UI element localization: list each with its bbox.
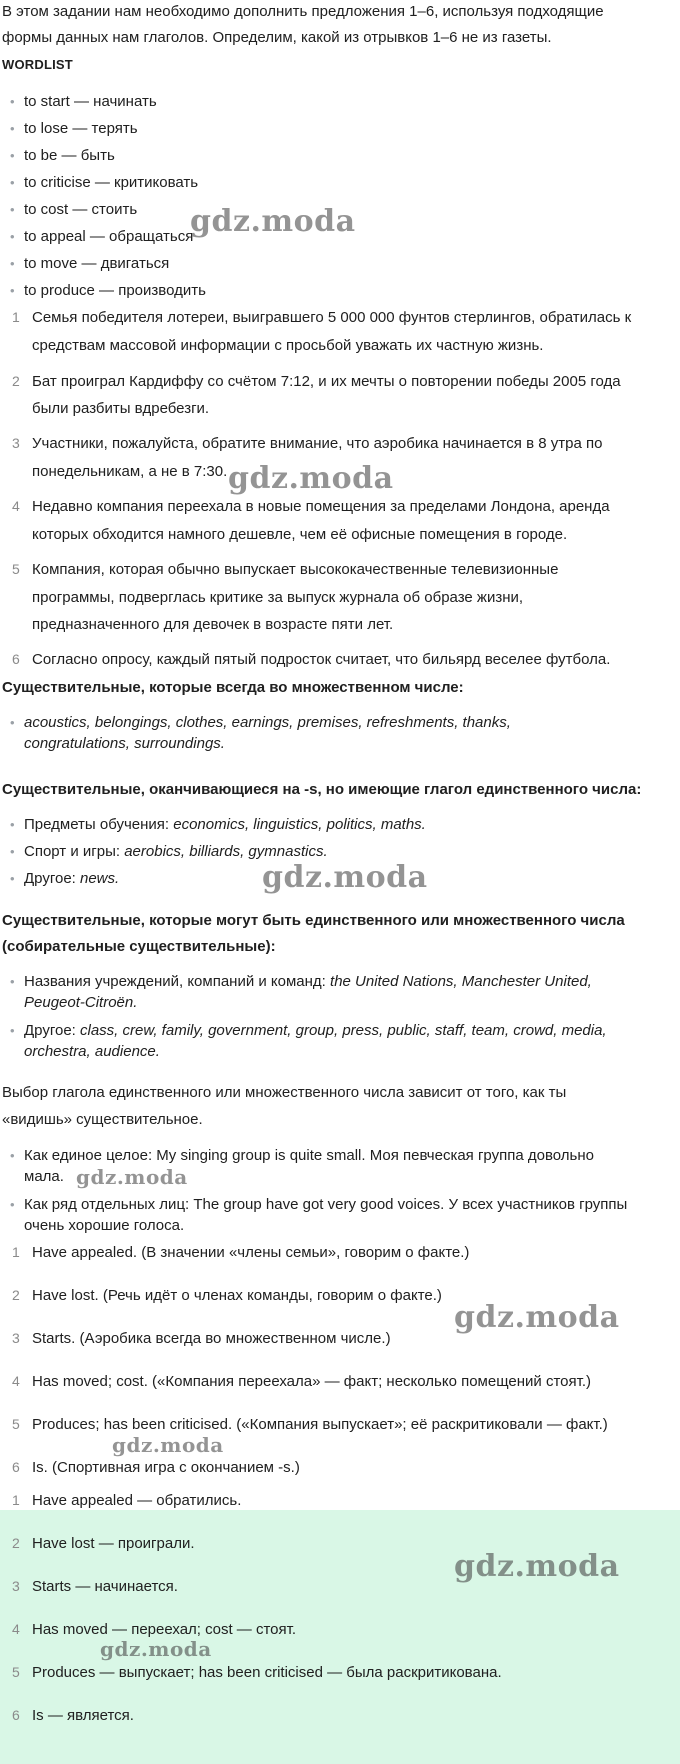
translation-text: Produces — выпускает; has been criticised — была раскритикована. [32,1664,502,1681]
answer-number: 4 [12,1373,20,1389]
watermark: gdz.moda [228,461,394,496]
watermark: gdz.moda [76,1165,188,1189]
answer-number: 1 [12,1244,20,1260]
answer-text: Has moved; cost. («Компания переехала» — факт; несколько помещений стоят.) [32,1373,591,1390]
intro-line-2: формы данных нам глаголов. Определим, какой из отрывков 1–6 не из газеты. [2,29,552,46]
choice-item-line-2: мала. [24,1168,64,1185]
translation-text: Have appealed — обратились. [32,1492,242,1509]
choice-item: • Как единое целое: My singing group is quite small. Моя певческая группа довольно [24,1146,594,1165]
answer-text: Have lost. (Речь идёт о членах команды, говорим о факте.) [32,1287,442,1304]
sentence-line: Участники, пожалуйста, обратите внимание, что аэробика начинается в 8 утра по [32,435,603,452]
answer-number: 2 [12,1287,20,1303]
translation-number: 4 [12,1621,20,1637]
translation-text: Has moved — переехал; cost — стоят. [32,1621,297,1638]
s-nouns-heading: Существительные, оканчивающиеся на -s, но имеющие глагол единственного числа: [2,781,642,798]
translation-number: 2 [12,1535,20,1551]
answer-text: Is. (Спортивная игра с окончанием -s.) [32,1459,300,1476]
intro-line-1: В этом задании нам необходимо дополнить предложения 1–6, используя подходящие [2,3,604,20]
wordlist-item: • to move — двигаться [24,254,169,273]
wordlist-item: • to cost — стоить [24,200,137,219]
sentence-line: Недавно компания переехала в новые помещения за пределами Лондона, аренда [32,498,610,515]
watermark: gdz.moda [100,1637,212,1661]
plural-heading: Существительные, которые всегда во множественном числе: [2,679,464,696]
sentence-line: понедельникам, а не в 7:30. [32,463,228,480]
answer-text: Starts. (Аэробика всегда во множественном числе.) [32,1330,391,1347]
wordlist-item: • to start — начинать [24,92,157,111]
wordlist-item: • to produce — производить [24,281,206,300]
answer-number: 3 [12,1330,20,1346]
answer-text: Have appealed. (В значении «члены семьи», говорим о факте.) [32,1244,470,1261]
sentence-number: 1 [12,309,20,325]
translation-number: 5 [12,1664,20,1680]
sentence-number: 5 [12,561,20,577]
sentence-number: 6 [12,651,20,667]
translation-number: 3 [12,1578,20,1594]
translation-text: Is — является. [32,1707,134,1724]
collective-item-line-2: Peugeot-Citroën. [24,994,138,1011]
answer-number: 5 [12,1416,20,1432]
sentence-line: Согласно опросу, каждый пятый подросток считает, что бильярд веселее футбола. [32,651,611,668]
collective-heading: Существительные, которые могут быть единственного или множественного числа [2,912,625,929]
sentence-line: Семья победителя лотереи, выигравшего 5 000 000 фунтов стерлингов, обратилась к [32,309,632,326]
sentence-line: Бат проиграл Кардиффу со счётом 7:12, и их мечты о повторении победы 2005 года [32,373,621,390]
sentence-line: предназначенного для девочек в возрасте пяти лет. [32,616,394,633]
watermark: gdz.moda [454,1300,620,1335]
collective-heading-line-2: (собирательные существительные): [2,938,276,955]
s-noun-item: • Предметы обучения: economics, linguistics, politics, maths. [24,815,426,834]
sentence-number: 2 [12,373,20,389]
collective-item: • Другое: class, crew, family, government, group, press, public, staff, team, crowd, media, [24,1021,607,1040]
translation-number: 6 [12,1707,20,1723]
sentence-number: 3 [12,435,20,451]
watermark: gdz.moda [112,1433,224,1457]
wordlist-title: WORDLIST [2,57,73,72]
watermark: gdz.moda [454,1549,620,1584]
collective-item: • Названия учреждений, компаний и команд: the United Nations, Manchester United, [24,972,592,991]
sentence-line: были разбиты вдребезги. [32,400,210,417]
answer-text: Produces; has been criticised. («Компания выпускает»; её раскритиковали — факт.) [32,1416,608,1433]
sentence-number: 4 [12,498,20,514]
wordlist-item: • to be — быть [24,146,115,165]
choice-line: Выбор глагола единственного или множественного числа зависит от того, как ты [2,1084,567,1101]
sentence-line: программы, подверглась критике за выпуск журнала об образе жизни, [32,589,524,606]
s-noun-item: • Спорт и игры: aerobics, billiards, gymnastics. [24,842,328,861]
answer-number: 6 [12,1459,20,1475]
plural-list-line: congratulations, surroundings. [24,735,225,752]
watermark: gdz.moda [190,204,356,239]
plural-list-line: acoustics, belongings, clothes, earnings, premises, refreshments, thanks, [24,714,511,731]
translation-number: 1 [12,1492,20,1508]
translation-text: Starts — начинается. [32,1578,178,1595]
choice-item-line-2: очень хорошие голоса. [24,1217,185,1234]
watermark: gdz.moda [262,860,428,895]
wordlist-item: • to appeal — обращаться [24,227,193,246]
translation-text: Have lost — проиграли. [32,1535,195,1552]
sentence-line: которых обходится намного дешевле, чем её офисные помещения в городе. [32,526,568,543]
sentence-line: Компания, которая обычно выпускает высококачественные телевизионные [32,561,559,578]
wordlist-item: • to criticise — критиковать [24,173,198,192]
choice-line: «видишь» существительное. [2,1111,203,1128]
choice-item: • Как ряд отдельных лиц: The group have got very good voices. У всех участников группы [24,1195,627,1214]
sentence-line: средствам массовой информации с просьбой уважать их частную жизнь. [32,337,544,354]
s-noun-item: • Другое: news. [24,869,119,888]
wordlist-item: • to lose — терять [24,119,138,138]
collective-item-line-2: orchestra, audience. [24,1043,160,1060]
